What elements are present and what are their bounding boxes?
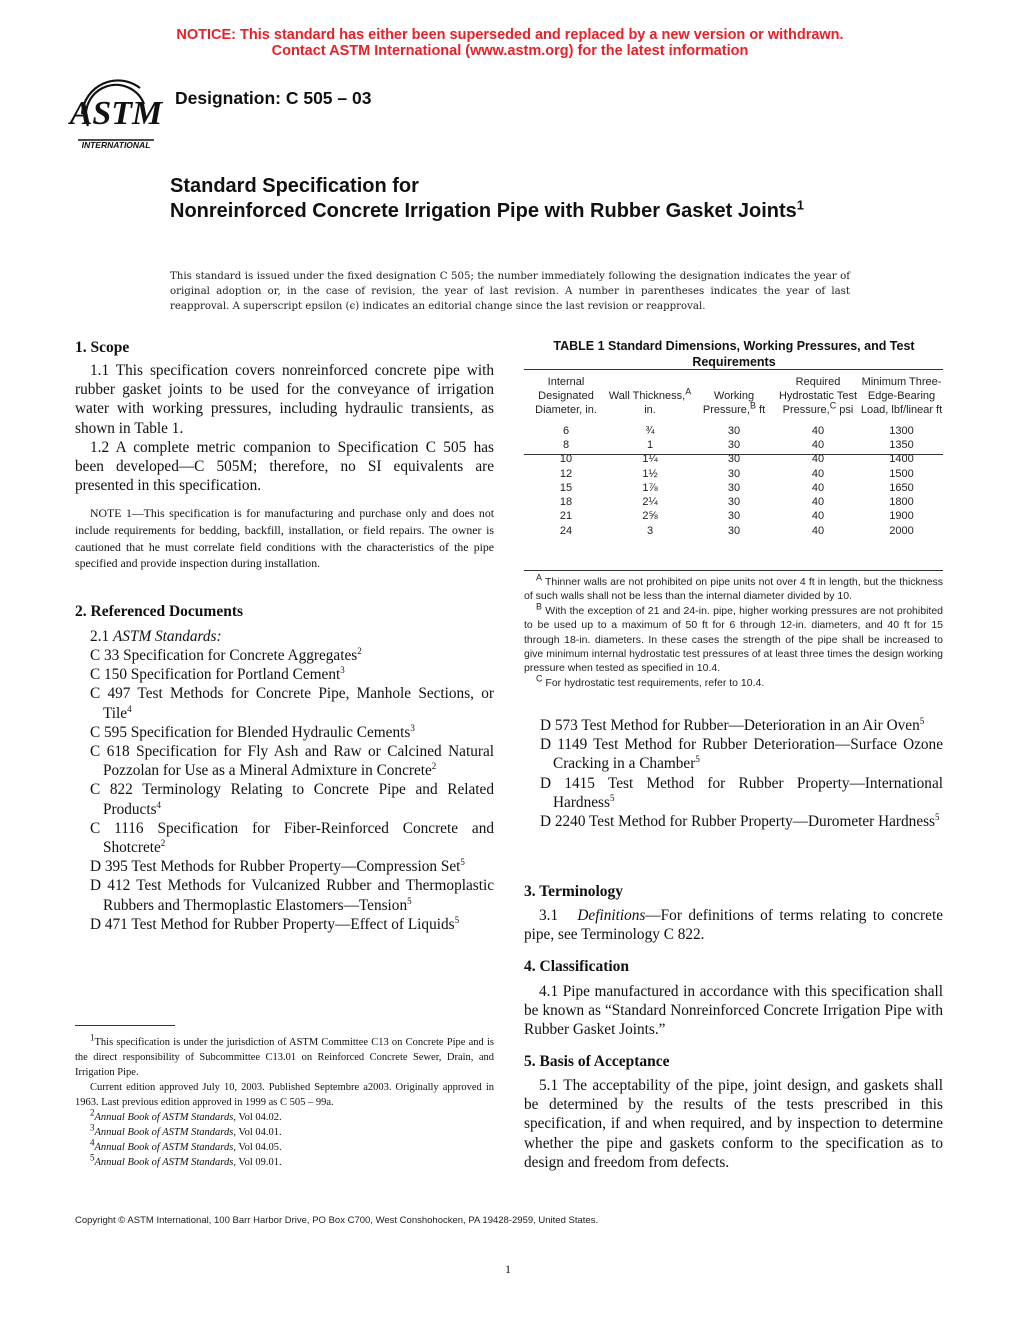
table-row <box>524 481 943 495</box>
footnote-volume: , Vol 09.01. <box>233 1157 282 1168</box>
table-cell: 30 <box>727 524 741 537</box>
footnote-volume: , Vol 04.01. <box>233 1127 282 1138</box>
acceptance-heading: 5. Basis of Acceptance <box>524 1053 670 1070</box>
table-header-rule <box>524 454 943 455</box>
reference-footnote-mark: 5 <box>460 857 465 868</box>
acceptance-paragraph: 5.1 The acceptability of the pipe, joint design, and gaskets shall be determined by the results of the tests prescribed in this specification, if and when required, and by inspection to determine whether the pipe and gaskets conform to the specification as to design and freedom from defects. <box>524 1077 943 1171</box>
table-cell: 40 <box>811 524 825 537</box>
footnote-book: Annual Book of ASTM Standards <box>94 1157 234 1168</box>
scope-paragraph-1: 1.1 This specification covers nonreinforced concrete pipe with rubber gasket joints to be used for the conveyance of irrigation water with working pressures, including hydraulic transients, as shown in Table 1. <box>75 362 494 437</box>
reference-footnote-mark: 3 <box>340 665 345 676</box>
reference-list-right <box>540 716 943 831</box>
footnote-mark: 5 <box>90 1152 95 1163</box>
table-cell: 30 <box>727 453 741 466</box>
reference-footnote-mark: 5 <box>919 715 925 726</box>
scope-note: NOTE 1—This specification is for manufacturing and purchase only and does not include requirements for bedding, backfill, installation, or field repairs. The owner is cautioned that he must correlate field conditions with the characteristics of the pipe specified and provide inspection during installation. <box>75 506 494 571</box>
reference-item <box>90 665 494 684</box>
table-cell: 21 <box>559 510 573 523</box>
reference-item <box>90 646 494 665</box>
references-subheading: 2.1 ASTM Standards: <box>90 628 222 645</box>
reference-item <box>90 780 494 818</box>
reference-item <box>90 684 494 722</box>
table-note <box>524 572 943 604</box>
references-heading: 2. Referenced Documents <box>75 603 244 620</box>
table-cell: 10 <box>559 453 573 466</box>
scope-heading: 1. Scope <box>75 339 130 356</box>
reference-text: C 150 Specification for Portland Cement <box>90 666 341 684</box>
table1 <box>524 375 943 538</box>
terminology-paragraph: 3.1 Definitions—For definitions of terms relating to concrete pipe, see Terminology C 822. <box>524 907 943 944</box>
table-note-mark: B <box>536 601 543 612</box>
table-cell: 18 <box>559 496 573 509</box>
classification-paragraph: 4.1 Pipe manufactured in accordance with this specification shall be known as “Standard Nonreinforced Concrete Irrigation Pipe with Rubber Gasket Joints.” <box>524 983 943 1039</box>
table-header-cell <box>692 375 776 424</box>
table-row <box>524 467 943 481</box>
document-title <box>170 174 860 223</box>
reference-item <box>540 812 943 831</box>
header-text: Minimum Three-Edge-Bearing Load, lbf/linear ft <box>860 376 943 417</box>
header-unit: psi <box>836 404 854 417</box>
footnote <box>75 1122 494 1140</box>
table-cell: 1800 <box>889 496 914 509</box>
notice-line-2: Contact ASTM International (www.astm.org) for the latest information <box>271 43 749 59</box>
reference-footnote-mark: 5 <box>695 754 700 765</box>
table-cell: 1400 <box>889 453 914 466</box>
reference-item <box>90 876 494 914</box>
header-text: Working Pressure, <box>702 390 755 417</box>
copyright: Copyright © ASTM International, 100 Barr Harbor Drive, PO Box C700, West Conshohocken, PA 19428-2959, United States. <box>75 1215 599 1226</box>
table-cell: 6 <box>562 424 570 437</box>
table-note-text: With the exception of 21 and 24-in. pipe, higher working pressures are not prohibited to be used up to a maximum of 50 ft for 6 through 12-in. diameters, and 40 ft for 15 through 18-in. diameters. In these cases the strength of the pipe shall be increased to give minimum internal hydrostatic test pressures of at least three times the design working pressure when tested as specified in 10.4. <box>524 604 943 675</box>
reference-text: D 1415 Test Method for Rubber Property—International Hardness <box>540 774 943 811</box>
title-footnote-mark: 1 <box>796 196 805 212</box>
footnote-mark: 2 <box>90 1107 95 1118</box>
table-header-cell <box>524 375 608 424</box>
reference-text: C 822 Terminology Relating to Concrete Pipe and Related Products <box>90 781 494 818</box>
header-note-mark: A <box>685 386 692 397</box>
table-cell: 1350 <box>889 438 914 451</box>
reference-footnote-mark: 5 <box>454 914 460 925</box>
logo-text: ASTM <box>69 95 163 132</box>
reference-text: D 2240 Test Method for Rubber Property—Durometer Hardness <box>540 813 936 831</box>
table-cell: 40 <box>811 467 825 480</box>
table-cell: 30 <box>727 496 741 509</box>
reference-text: C 1116 Specification for Fiber-Reinforced Concrete and Shotcrete <box>90 819 494 857</box>
table1-title: TABLE 1 Standard Dimensions, Working Pressures, and Test Requirements <box>553 339 915 369</box>
table-cell: 2000 <box>889 524 914 537</box>
header-unit: ft <box>755 404 766 417</box>
header-unit: in. <box>644 404 656 417</box>
table-bottom-rule <box>524 570 943 571</box>
table-note <box>524 673 943 690</box>
footnote-volume: , Vol 04.02. <box>233 1112 282 1123</box>
table-cell: 40 <box>811 438 825 451</box>
footnote <box>75 1107 494 1125</box>
table-note <box>524 601 943 676</box>
header-note-mark: B <box>749 400 756 411</box>
table-notes <box>524 572 943 690</box>
footnotes <box>75 1032 494 1170</box>
table-cell: 2¼ <box>642 496 658 509</box>
reference-item <box>90 742 494 780</box>
classification-heading: 4. Classification <box>524 958 630 975</box>
table-note-text: Thinner walls are not prohibited on pipe units not over 4 ft in length, but the thickness of such walls shall not be less than the internal diameter divided by 10. <box>524 576 943 603</box>
table-note-text: For hydrostatic test requirements, refer to 10.4. <box>542 676 765 689</box>
table1-grid <box>524 375 943 538</box>
footnote-mark: 1 <box>90 1032 95 1043</box>
header-text: Required Hydrostatic Test Pressure, <box>778 376 858 417</box>
reference-footnote-mark: 3 <box>410 722 415 733</box>
table-note-mark: C <box>536 673 543 684</box>
reference-footnote-mark: 2 <box>431 761 437 772</box>
footnote-divider <box>75 1025 175 1026</box>
table-cell: 1¼ <box>642 453 658 466</box>
table-cell: 40 <box>811 496 825 509</box>
footnote-mark: 4 <box>90 1137 95 1148</box>
table-cell: 40 <box>811 424 825 437</box>
table-cell: 1 <box>646 438 654 451</box>
reference-item <box>90 819 494 857</box>
reference-footnote-mark: 5 <box>407 895 412 906</box>
table-row <box>524 424 943 438</box>
reference-text: C 595 Specification for Blended Hydraulic Cements <box>90 723 411 741</box>
reference-footnote-mark: 4 <box>127 703 132 714</box>
designation: Designation: C 505 – 03 <box>175 88 372 108</box>
table-row <box>524 509 943 523</box>
reference-text: D 1149 Test Method for Rubber Deterioration—Surface Ozone Cracking in a Chamber <box>540 736 943 773</box>
reference-item <box>540 716 943 735</box>
reference-item <box>90 915 494 934</box>
table-cell: 1500 <box>889 467 914 480</box>
table-cell: 24 <box>559 524 573 537</box>
title-line-2: Nonreinforced Concrete Irrigation Pipe with Rubber Gasket Joints$^1$ <box>170 196 805 222</box>
table-cell: 1650 <box>889 481 914 494</box>
reference-item <box>540 774 943 812</box>
footnote-volume: , Vol 04.05. <box>233 1142 282 1153</box>
reference-list-left <box>90 646 494 934</box>
notice-line-1: NOTICE: This standard has either been superseded and replaced by a new version or withdrawn. <box>176 27 844 43</box>
table-cell: 40 <box>811 453 825 466</box>
footnote <box>75 1137 494 1155</box>
reference-text: D 573 Test Method for Rubber—Deterioration in an Air Oven <box>540 717 920 734</box>
logo-subtext: INTERNATIONAL <box>81 140 151 150</box>
reference-footnote-mark: 2 <box>160 837 166 848</box>
table-cell: 1½ <box>642 467 658 480</box>
table-cell: 1⅞ <box>642 481 658 494</box>
table-header-cell <box>608 375 692 424</box>
table-top-rule <box>524 369 943 370</box>
footnote <box>75 1080 494 1110</box>
table-cell: 3 <box>646 524 654 537</box>
terminology-heading: 3. Terminology <box>524 883 624 900</box>
intro-paragraph: This standard is issued under the fixed designation C 505; the number immediately following the designation indicates the year of original adoption or, in the case of revision, the year of last revision. A number in parentheses indicates the year of last reapproval. A superscript epsilon (ϵ) indicates an editorial change since the last revision or reapproval. <box>170 271 850 312</box>
table-cell: 30 <box>727 424 741 437</box>
header-text: Wall Thickness, <box>608 390 686 403</box>
footnote-text: Current edition approved July 10, 2003. Published Septembre a2003. Originally approved in 1963. Last previous edition approved in 1999 as C 505 – 99a. <box>75 1082 494 1108</box>
reference-text: D 412 Test Methods for Vulcanized Rubber and Thermoplastic Rubbers and Thermoplastic Elastomers—Tension <box>90 877 494 914</box>
page-number: 1 <box>505 1262 511 1276</box>
reference-text: D 395 Test Methods for Rubber Property—Compression Set <box>90 858 461 876</box>
table-cell: 1900 <box>889 510 914 523</box>
header-note-mark: C <box>829 400 837 411</box>
table-cell: 1300 <box>889 424 914 437</box>
table-cell: 40 <box>811 510 825 523</box>
table-cell: 40 <box>811 481 825 494</box>
reference-item <box>90 723 494 742</box>
reference-text: D 471 Test Method for Rubber Property—Effect of Liquids <box>90 915 455 933</box>
reference-footnote-mark: 4 <box>156 799 162 810</box>
footnote <box>75 1032 494 1080</box>
scope-paragraph-2: 1.2 A complete metric companion to Specification C 505 has been developed—C 505M; therefore, no SI equivalents are presented in this specification. <box>75 439 494 495</box>
table-cell: 2⅝ <box>642 510 658 523</box>
table-row <box>524 524 943 538</box>
table-cell: 30 <box>727 510 741 523</box>
table-header-cell <box>776 375 860 424</box>
table-cell: 30 <box>727 467 741 480</box>
reference-text: C 618 Specification for Fly Ash and Raw or Calcined Natural Pozzolan for Use as a Mineral Admixture in Concrete <box>90 743 494 780</box>
footnote-book: Annual Book of ASTM Standards <box>94 1142 234 1153</box>
astm-logo <box>68 74 164 154</box>
reference-footnote-mark: 5 <box>935 811 940 822</box>
table-cell: 30 <box>727 481 741 494</box>
footnote <box>75 1152 494 1170</box>
title-line-1: Standard Specification for <box>170 175 419 197</box>
footnote-book: Annual Book of ASTM Standards <box>94 1127 234 1138</box>
table-cell: ¾ <box>645 424 655 437</box>
footnote-mark: 3 <box>90 1122 95 1133</box>
table-row <box>524 438 943 452</box>
table-header-row <box>524 375 943 424</box>
table-cell: 8 <box>562 438 570 451</box>
reference-item <box>90 857 494 876</box>
reference-text: C 497 Test Methods for Concrete Pipe, Manhole Sections, or Tile <box>90 685 494 722</box>
table-row <box>524 495 943 509</box>
table-header-cell <box>860 375 943 424</box>
reference-text: C 33 Specification for Concrete Aggregates <box>90 647 358 664</box>
header-text: Internal Designated Diameter, in. <box>535 376 597 417</box>
table-note-mark: A <box>536 572 543 583</box>
table-cell: 12 <box>559 467 573 480</box>
table-cell: 30 <box>727 438 741 451</box>
reference-item <box>540 735 943 773</box>
reference-footnote-mark: 5 <box>609 792 615 803</box>
footnote-book: Annual Book of ASTM Standards <box>94 1112 234 1123</box>
reference-footnote-mark: 2 <box>357 645 362 656</box>
footnote-text: This specification is under the jurisdiction of ASTM Committee C13 on Concrete Pipe and is the direct responsibility of Subcommittee C13.01 on Reinforced Concrete Sewer, Drain, and Irrigation Pipe. <box>75 1037 494 1078</box>
table-cell: 15 <box>559 481 573 494</box>
